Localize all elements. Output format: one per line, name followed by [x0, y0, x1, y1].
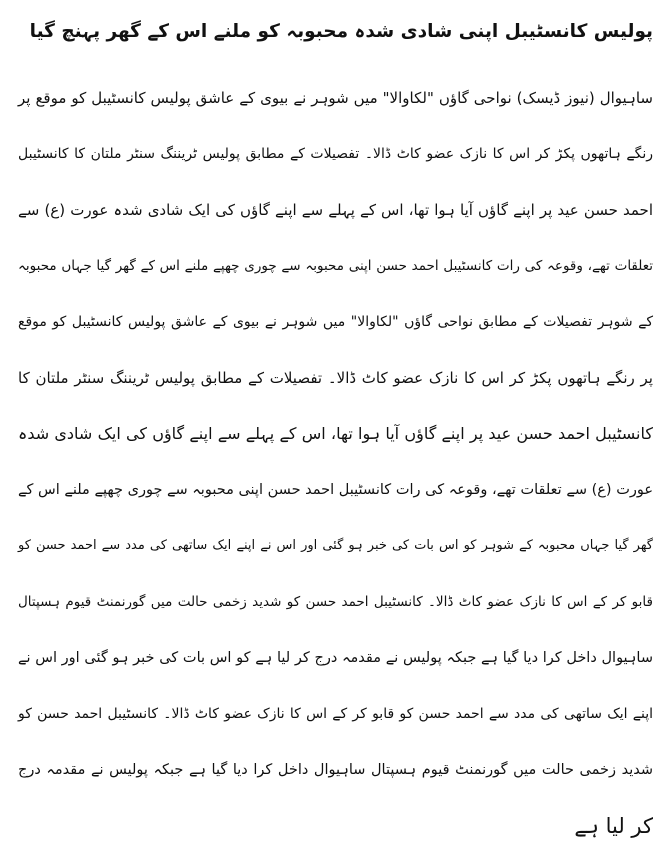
article-headline: پولیس کانسٹیبل اپنی شادی شدہ محبوبہ کو ملنے اس کے گھر پہنچ گیا — [29, 21, 653, 42]
article-line: پر رنگے ہاتھوں پکڑ کر اس کا نازک عضو کاٹ ڈالا۔ تفصیلات کے مطابق پولیس ٹریننگ سنٹر ملتان کا — [18, 369, 653, 387]
article-line: ساہیوال داخل کرا دیا گیا ہے جبکہ پولیس نے مقدمہ درج کر لیا ہے کو اس بات کی خبر ہو گئی اور اس نے — [18, 650, 653, 666]
article-line: کانسٹیبل احمد حسن عید پر اپنے گاؤں آیا ہوا تھا، اس کے پہلے سے اپنے گاؤں کی ایک شادی شدہ — [18, 424, 653, 443]
article-line: ساہیوال (نیوز ڈیسک) نواحی گاؤں "لکاوالا" میں شوہر نے بیوی کے عاشق پولیس کانسٹیبل کو موقع پر — [18, 89, 653, 107]
article-line: رنگے ہاتھوں پکڑ کر اس کا نازک عضو کاٹ ڈالا۔ تفصیلات کے مطابق پولیس ٹریننگ سنٹر ملتان کا کانسٹیبل — [18, 146, 653, 162]
article-line: عورت (ع) سے تعلقات تھے، وقوعہ کی رات کانسٹیبل احمد حسن اپنی محبوبہ سے چوری چھپے ملنے اس کے — [18, 482, 653, 498]
article-line: شدید زخمی حالت میں گورنمنٹ قیوم ہسپتال ساہیوال داخل کرا دیا گیا ہے جبکہ پولیس نے مقدمہ درج — [18, 762, 653, 778]
article-line: قابو کر کے اس کا نازک عضو کاٹ ڈالا۔ کانسٹیبل احمد حسن کو شدید زخمی حالت میں گورنمنٹ قیوم ہسپتال — [18, 594, 653, 610]
article-line: کے شوہر تفصیلات کے مطابق نواحی گاؤں "لکاوالا" میں شوہر نے بیوی کے عاشق پولیس کانسٹیبل کو موقع — [18, 314, 653, 330]
article-line: احمد حسن عید پر اپنے گاؤں آیا ہوا تھا، اس کے پہلے سے اپنے گاؤں کی ایک شادی شدہ عورت (ع) سے — [18, 201, 653, 219]
article-line: گھر گیا جہاں محبوبہ کے شوہر کو اس بات کی خبر ہو گئی اور اس نے اپنے ایک ساتھی کی مدد سے احمد حسن کو — [18, 538, 653, 553]
article-line: کر لیا ہے — [574, 814, 653, 838]
article-line: اپنے ایک ساتھی کی مدد سے احمد حسن کو قابو کر کے اس کا نازک عضو کاٹ ڈالا۔ کانسٹیبل احمد حسن کو — [18, 706, 653, 722]
article-line: تعلقات تھے، وقوعہ کی رات کانسٹیبل احمد حسن اپنی محبوبہ سے چوری چھپے ملنے اس کے گھر گیا جہاں محبوبہ — [18, 258, 653, 274]
